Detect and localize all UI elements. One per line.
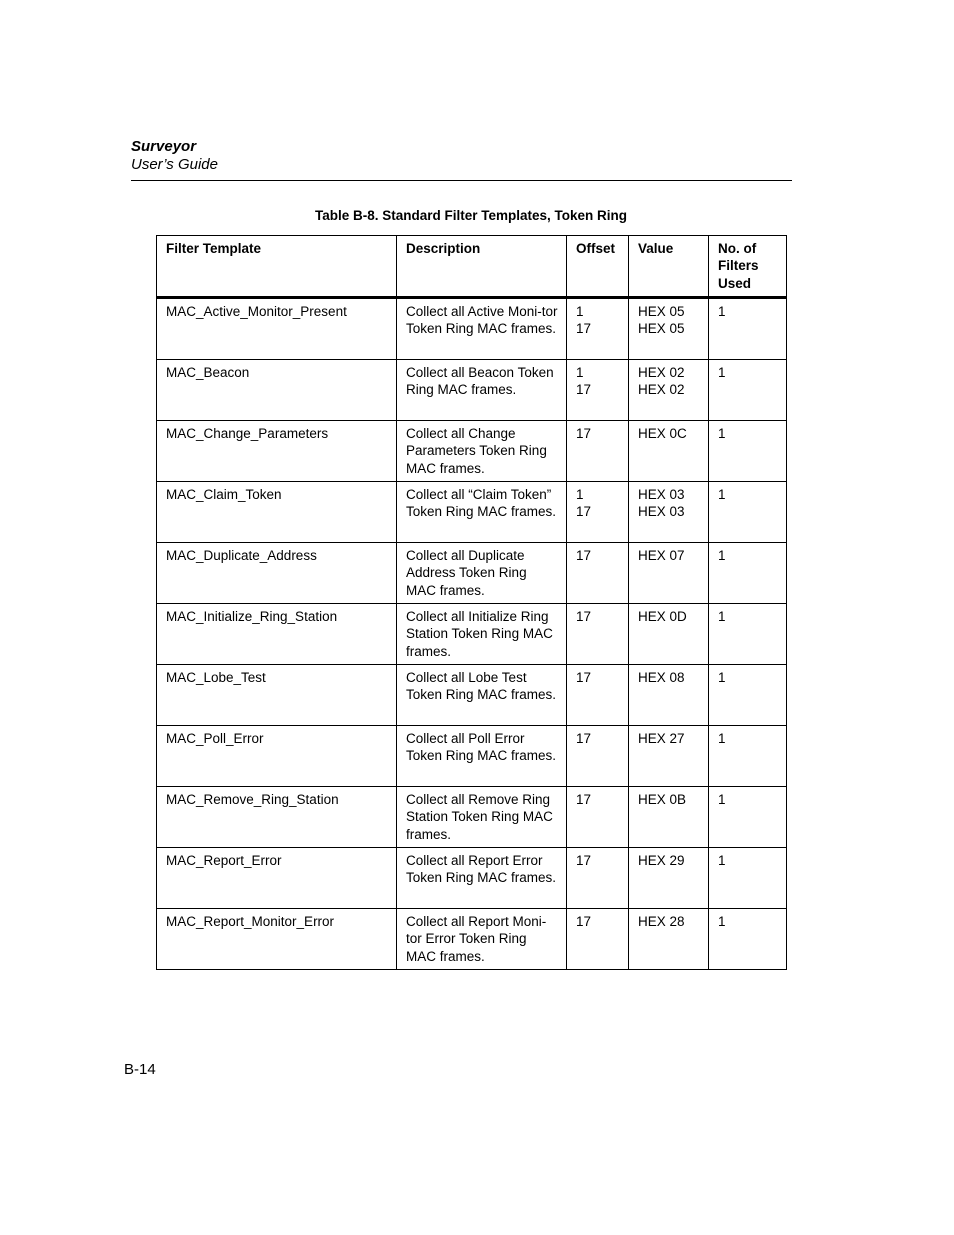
- hex-value: HEX 28: [638, 914, 685, 929]
- filters-used-cell: 1: [709, 298, 787, 360]
- offset-value: 17: [576, 504, 592, 520]
- filters-used-cell: 1: [709, 482, 787, 543]
- value-cell: [629, 726, 709, 787]
- offset-value: 17: [576, 548, 592, 563]
- hex-value: HEX 29: [638, 853, 685, 868]
- value-cell: [629, 482, 709, 543]
- column-header-description: Description: [397, 236, 567, 298]
- description-cell: Collect all Report Moni-tor Error Token Ring MAC frames.: [397, 909, 567, 970]
- table-caption: Table B-8. Standard Filter Templates, Token Ring: [314, 208, 628, 223]
- offset-cell: [567, 298, 629, 360]
- value-cell: [629, 665, 709, 726]
- offset-value: 17: [576, 853, 592, 868]
- filter-template-cell: MAC_Report_Monitor_Error: [157, 909, 397, 970]
- page-number: B-14: [124, 1061, 156, 1078]
- hex-value: HEX 0C: [638, 426, 687, 441]
- hex-value: HEX 02: [638, 365, 685, 380]
- offset-cell: [567, 909, 629, 970]
- hex-value: HEX 05: [638, 321, 685, 337]
- filters-used-cell: 1: [709, 787, 787, 848]
- description-cell: Collect all Initialize Ring Station Token Ring MAC frames.: [397, 604, 567, 665]
- hex-value: HEX 08: [638, 670, 685, 685]
- value-cell: [629, 543, 709, 604]
- value-cell: [629, 360, 709, 421]
- offset-cell: [567, 604, 629, 665]
- offset-value: 1: [576, 304, 584, 319]
- value-cell: [629, 421, 709, 482]
- filter-template-cell: MAC_Beacon: [157, 360, 397, 421]
- hex-value: HEX 0B: [638, 792, 687, 807]
- offset-value: 17: [576, 426, 592, 441]
- filter-template-cell: MAC_Report_Error: [157, 848, 397, 909]
- filter-template-cell: MAC_Initialize_Ring_Station: [157, 604, 397, 665]
- table-row: [157, 360, 787, 421]
- filter-template-cell: MAC_Duplicate_Address: [157, 543, 397, 604]
- description-cell: Collect all Active Moni-tor Token Ring MAC frames.: [397, 298, 567, 360]
- table-row: [157, 848, 787, 909]
- column-header-value: Value: [629, 236, 709, 298]
- offset-cell: [567, 360, 629, 421]
- column-header-filters-used: No. of Filters Used: [709, 236, 787, 298]
- table-row: [157, 543, 787, 604]
- filters-used-cell: 1: [709, 360, 787, 421]
- table-header-row: [157, 236, 787, 298]
- filters-used-cell: 1: [709, 543, 787, 604]
- description-cell: Collect all Remove Ring Station Token Ring MAC frames.: [397, 787, 567, 848]
- table-row: [157, 726, 787, 787]
- table-row: [157, 787, 787, 848]
- description-cell: Collect all Change Parameters Token Ring MAC frames.: [397, 421, 567, 482]
- offset-value: 17: [576, 670, 592, 685]
- header-product-name: Surveyor: [131, 138, 197, 155]
- value-cell: [629, 604, 709, 665]
- offset-value: 1: [576, 365, 584, 380]
- filters-used-cell: 1: [709, 848, 787, 909]
- value-cell: [629, 298, 709, 360]
- offset-cell: [567, 848, 629, 909]
- description-cell: Collect all “Claim Token” Token Ring MAC frames.: [397, 482, 567, 543]
- hex-value: HEX 27: [638, 731, 685, 746]
- value-cell: [629, 909, 709, 970]
- offset-cell: [567, 421, 629, 482]
- description-cell: Collect all Poll Error Token Ring MAC frames.: [397, 726, 567, 787]
- table-row: [157, 482, 787, 543]
- filters-used-cell: 1: [709, 726, 787, 787]
- header-guide-name: User’s Guide: [131, 156, 218, 173]
- column-header-filter-template: Filter Template: [157, 236, 397, 298]
- filters-used-cell: 1: [709, 909, 787, 970]
- offset-value: 1: [576, 487, 584, 502]
- hex-value: HEX 05: [638, 304, 685, 319]
- offset-value: 17: [576, 914, 592, 929]
- value-cell: [629, 787, 709, 848]
- filter-template-cell: MAC_Poll_Error: [157, 726, 397, 787]
- filter-template-cell: MAC_Lobe_Test: [157, 665, 397, 726]
- table-row: [157, 665, 787, 726]
- table-body: [157, 298, 787, 970]
- hex-value: HEX 03: [638, 504, 685, 520]
- filters-used-cell: 1: [709, 604, 787, 665]
- offset-cell: [567, 482, 629, 543]
- offset-cell: [567, 543, 629, 604]
- offset-value: 17: [576, 321, 592, 337]
- description-cell: Collect all Lobe Test Token Ring MAC frames.: [397, 665, 567, 726]
- offset-cell: [567, 665, 629, 726]
- filters-used-cell: 1: [709, 421, 787, 482]
- column-header-offset: Offset: [567, 236, 629, 298]
- hex-value: HEX 07: [638, 548, 685, 563]
- offset-value: 17: [576, 731, 592, 746]
- table-row: [157, 604, 787, 665]
- filters-used-cell: 1: [709, 665, 787, 726]
- filter-template-cell: MAC_Claim_Token: [157, 482, 397, 543]
- description-cell: Collect all Duplicate Address Token Ring MAC frames.: [397, 543, 567, 604]
- filter-template-cell: MAC_Remove_Ring_Station: [157, 787, 397, 848]
- offset-value: 17: [576, 382, 592, 398]
- header-rule: [131, 180, 792, 181]
- offset-value: 17: [576, 792, 592, 807]
- running-header: [131, 138, 791, 174]
- offset-cell: [567, 787, 629, 848]
- filter-template-cell: MAC_Active_Monitor_Present: [157, 298, 397, 360]
- offset-cell: [567, 726, 629, 787]
- hex-value: HEX 02: [638, 382, 685, 398]
- table-row: [157, 298, 787, 360]
- description-cell: Collect all Beacon Token Ring MAC frames.: [397, 360, 567, 421]
- hex-value: HEX 03: [638, 487, 685, 502]
- filter-templates-table: [156, 235, 787, 970]
- value-cell: [629, 848, 709, 909]
- hex-value: HEX 0D: [638, 609, 687, 624]
- filter-template-cell: MAC_Change_Parameters: [157, 421, 397, 482]
- table-row: [157, 909, 787, 970]
- offset-value: 17: [576, 609, 592, 624]
- description-cell: Collect all Report Error Token Ring MAC frames.: [397, 848, 567, 909]
- table-row: [157, 421, 787, 482]
